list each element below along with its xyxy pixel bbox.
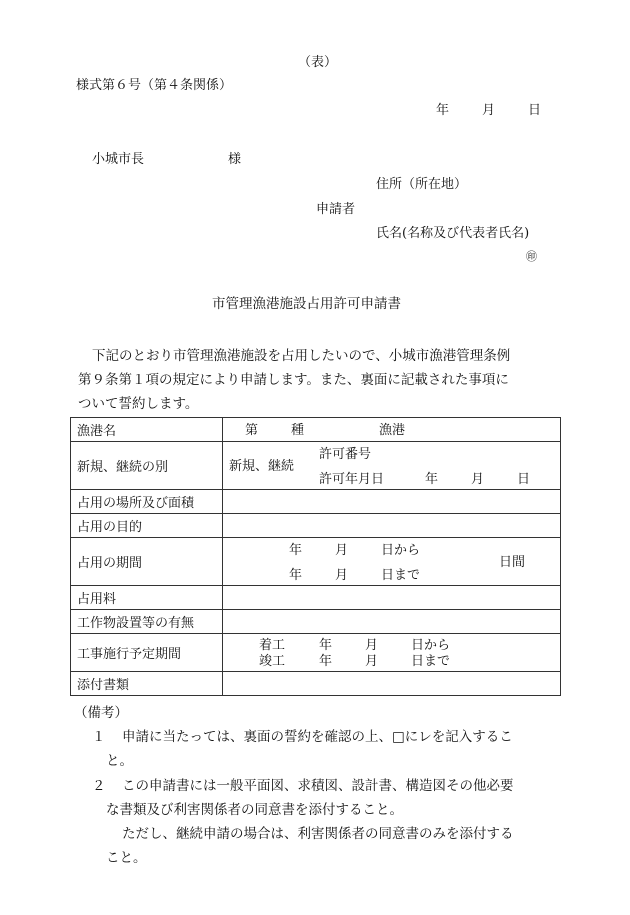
attachments-cell[interactable]	[223, 672, 561, 696]
construction-cell[interactable]	[223, 634, 561, 672]
table-row	[71, 514, 561, 538]
table-row	[71, 672, 561, 696]
period-to-day: 日まで	[381, 567, 421, 583]
applicant-name-label: 氏名(名称及び代表者氏名)	[376, 226, 530, 241]
period-from-day: 日から	[381, 542, 421, 558]
permit-number-label: 許可番号	[319, 446, 372, 462]
table-row	[71, 418, 561, 442]
table-row	[71, 610, 561, 634]
new-continue-label: 新規、継続の別	[71, 442, 223, 490]
period-from-year: 年	[289, 542, 303, 558]
permit-year: 年	[425, 471, 439, 487]
permit-date-label: 許可年月日	[319, 471, 385, 487]
notes-heading: （備考）	[74, 705, 128, 721]
form-number: 様式第６号（第４条関係）	[76, 78, 233, 93]
addressee-honorific: 様	[228, 152, 242, 167]
construction-label: 工事施行予定期間	[71, 634, 223, 672]
addressee-name: 小城市長	[92, 152, 145, 167]
note-1-line-2: と。	[106, 753, 133, 769]
intro-line-2: 第９条第１項の規定により申請します。また、裏面に記載された事項に	[78, 372, 509, 388]
table-row	[71, 490, 561, 514]
fee-label: 占用料	[71, 586, 223, 610]
date-year-label: 年	[436, 103, 450, 118]
permit-month: 月	[471, 471, 485, 487]
table-row	[71, 634, 561, 672]
structures-label: 工作物設置等の有無	[71, 610, 223, 634]
note-2-line-3: ただし、継続申請の場合は、利害関係者の同意書のみを添付する	[122, 826, 514, 842]
table-row	[71, 538, 561, 586]
table-row	[71, 586, 561, 610]
period-from-month: 月	[335, 542, 349, 558]
place-area-label: 占用の場所及び面積	[71, 490, 223, 514]
intro-line-1: 下記のとおり市管理漁港施設を占用したいので、小城市漁港管理条例	[92, 348, 511, 364]
construction-start-month: 月	[365, 637, 379, 653]
construction-start-label: 着工	[259, 637, 286, 653]
purpose-cell[interactable]	[223, 514, 561, 538]
face-label: （表）	[298, 55, 338, 70]
date-day-label: 日	[528, 103, 542, 118]
attachments-label: 添付書類	[71, 672, 223, 696]
note-2-number: ２	[92, 778, 106, 794]
construction-finish-year: 年	[319, 653, 333, 669]
period-cell[interactable]	[223, 538, 561, 586]
applicant-label: 申請者	[316, 202, 356, 217]
port-class-kind: 種	[291, 422, 305, 438]
seal-mark: ㊞	[526, 250, 537, 263]
port-class-first: 第	[245, 422, 259, 438]
port-name-cell[interactable]	[223, 418, 561, 442]
new-continue-value[interactable]: 新規、継続	[229, 458, 295, 474]
note-1-line-1: 申請に当たっては、裏面の誓約を確認の上、□にレを記入するこ	[122, 729, 513, 745]
application-table	[70, 417, 561, 696]
intro-paragraph	[78, 344, 560, 416]
intro-line-3: ついて誓約します。	[78, 396, 199, 412]
construction-finish-month: 月	[365, 653, 379, 669]
period-to-month: 月	[335, 567, 349, 583]
note-2-line-4: こと。	[106, 850, 147, 866]
note-1-number: １	[92, 729, 106, 745]
document-title: 市管理漁港施設占用許可申請書	[212, 296, 401, 312]
table-row	[71, 442, 561, 490]
applicant-address-label: 住所（所在地）	[376, 177, 468, 192]
structures-cell[interactable]	[223, 610, 561, 634]
note-2-line-2: な書類及び利害関係者の同意書を添付すること。	[106, 802, 403, 818]
date-month-label: 月	[482, 103, 496, 118]
place-area-cell[interactable]	[223, 490, 561, 514]
note-2-line-1: この申請書には一般平面図、求積図、設計書、構造図その他必要	[122, 778, 514, 794]
construction-finish-day: 日まで	[411, 653, 451, 669]
construction-start-day: 日から	[411, 637, 451, 653]
fee-cell[interactable]	[223, 586, 561, 610]
permit-day: 日	[517, 471, 531, 487]
construction-finish-label: 竣工	[259, 653, 286, 669]
port-suffix: 漁港	[379, 422, 406, 438]
period-label: 占用の期間	[71, 538, 223, 586]
port-name-label: 漁港名	[71, 418, 223, 442]
construction-start-year: 年	[319, 637, 333, 653]
period-to-year: 年	[289, 567, 303, 583]
new-continue-cell[interactable]	[223, 442, 561, 490]
purpose-label: 占用の目的	[71, 514, 223, 538]
period-days: 日間	[499, 554, 526, 570]
